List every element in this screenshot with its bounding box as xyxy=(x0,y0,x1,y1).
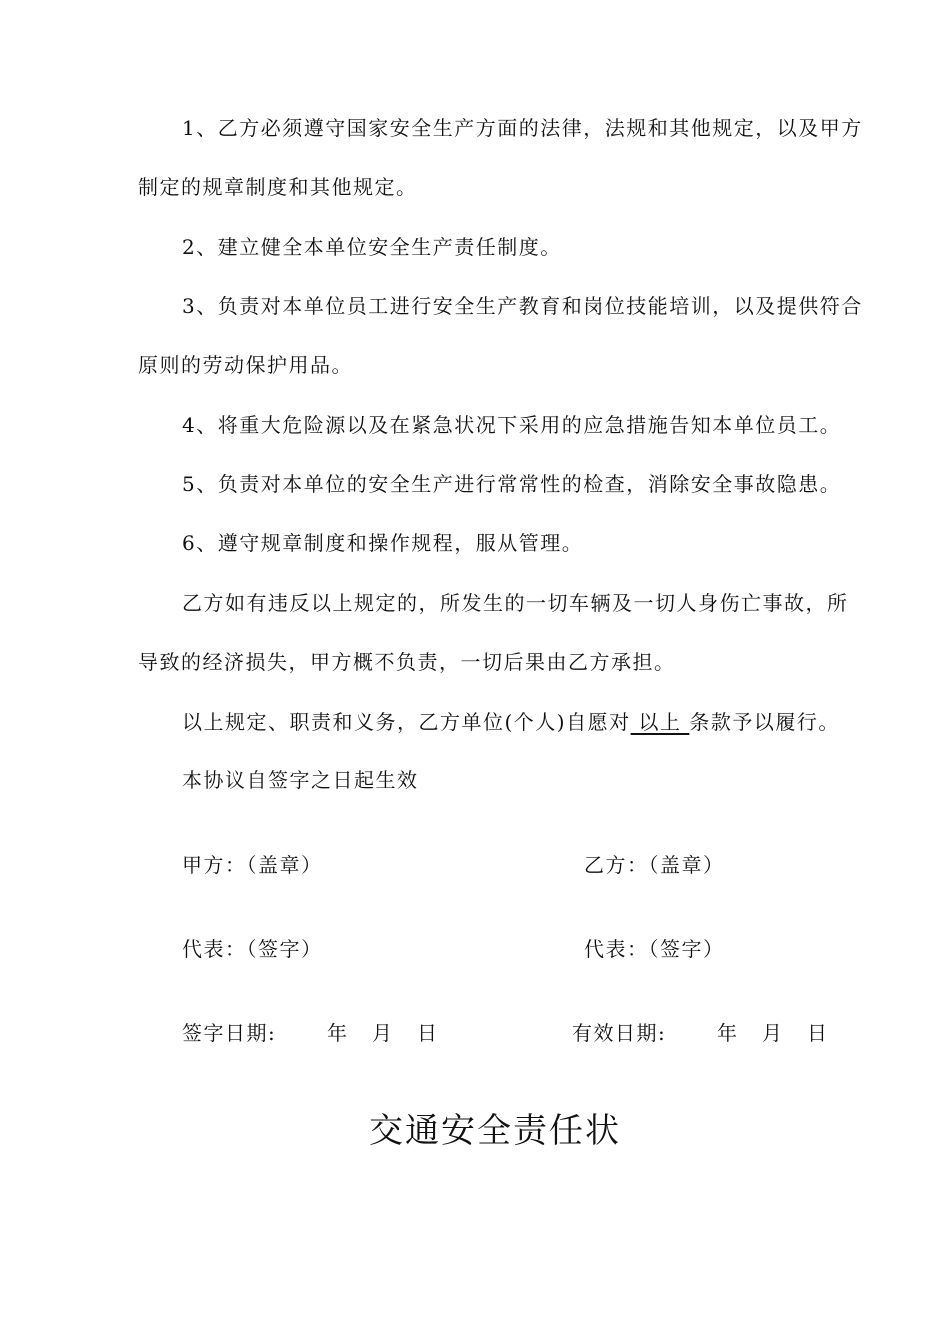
sign-date-label: 签字日期: xyxy=(182,1021,277,1045)
agreement-blank: 以上 xyxy=(630,710,690,734)
agreement-prefix: 以上规定、职责和义务，乙方单位(个人)自愿对 xyxy=(182,710,631,734)
valid-date xyxy=(572,1019,829,1047)
clause-6: 6、遵守规章制度和操作规程，服从管理。 xyxy=(182,531,584,555)
party-a-representative: 代表：（签字） xyxy=(182,937,323,961)
party-b-representative: 代表：（签字） xyxy=(584,937,725,961)
effective-note: 本协议自签字之日起生效 xyxy=(182,768,419,792)
valid-date-year: 年 xyxy=(717,1021,739,1045)
party-b-seal: 乙方：（盖章） xyxy=(584,853,725,877)
valid-date-label: 有效日期: xyxy=(572,1021,667,1045)
valid-date-month: 月 xyxy=(762,1021,784,1045)
valid-date-day: 日 xyxy=(807,1021,829,1045)
agreement-suffix: 条款予以履行。 xyxy=(689,710,840,734)
agreement-line xyxy=(182,708,840,736)
clause-2: 2、建立健全本单位安全生产责任制度。 xyxy=(182,235,562,259)
clause-1: 1、乙方必须遵守国家安全生产方面的法律，法规和其他规定，以及甲方制定的规章制度和其他规定。 xyxy=(138,116,863,199)
clause-3: 3、负责对本单位员工进行安全生产教育和岗位技能培训，以及提供符合原则的劳动保护用品。 xyxy=(138,294,863,377)
party-a-seal: 甲方：（盖章） xyxy=(182,853,323,877)
sign-date-day: 日 xyxy=(417,1021,439,1045)
sign-date xyxy=(182,1019,439,1047)
liability-paragraph: 乙方如有违反以上规定的，所发生的一切车辆及一切人身伤亡事故，所导致的经济损失，甲方概不负责，一切后果由乙方承担。 xyxy=(138,591,849,674)
clause-5: 5、负责对本单位的安全生产进行常常性的检查，消除安全事故隐患。 xyxy=(182,472,842,496)
section-title: 交通安全责任状 xyxy=(369,1111,621,1151)
sign-date-month: 月 xyxy=(372,1021,394,1045)
clause-4: 4、将重大危险源以及在紧急状况下采用的应急措施告知本单位员工。 xyxy=(182,413,842,437)
sign-date-year: 年 xyxy=(327,1021,349,1045)
